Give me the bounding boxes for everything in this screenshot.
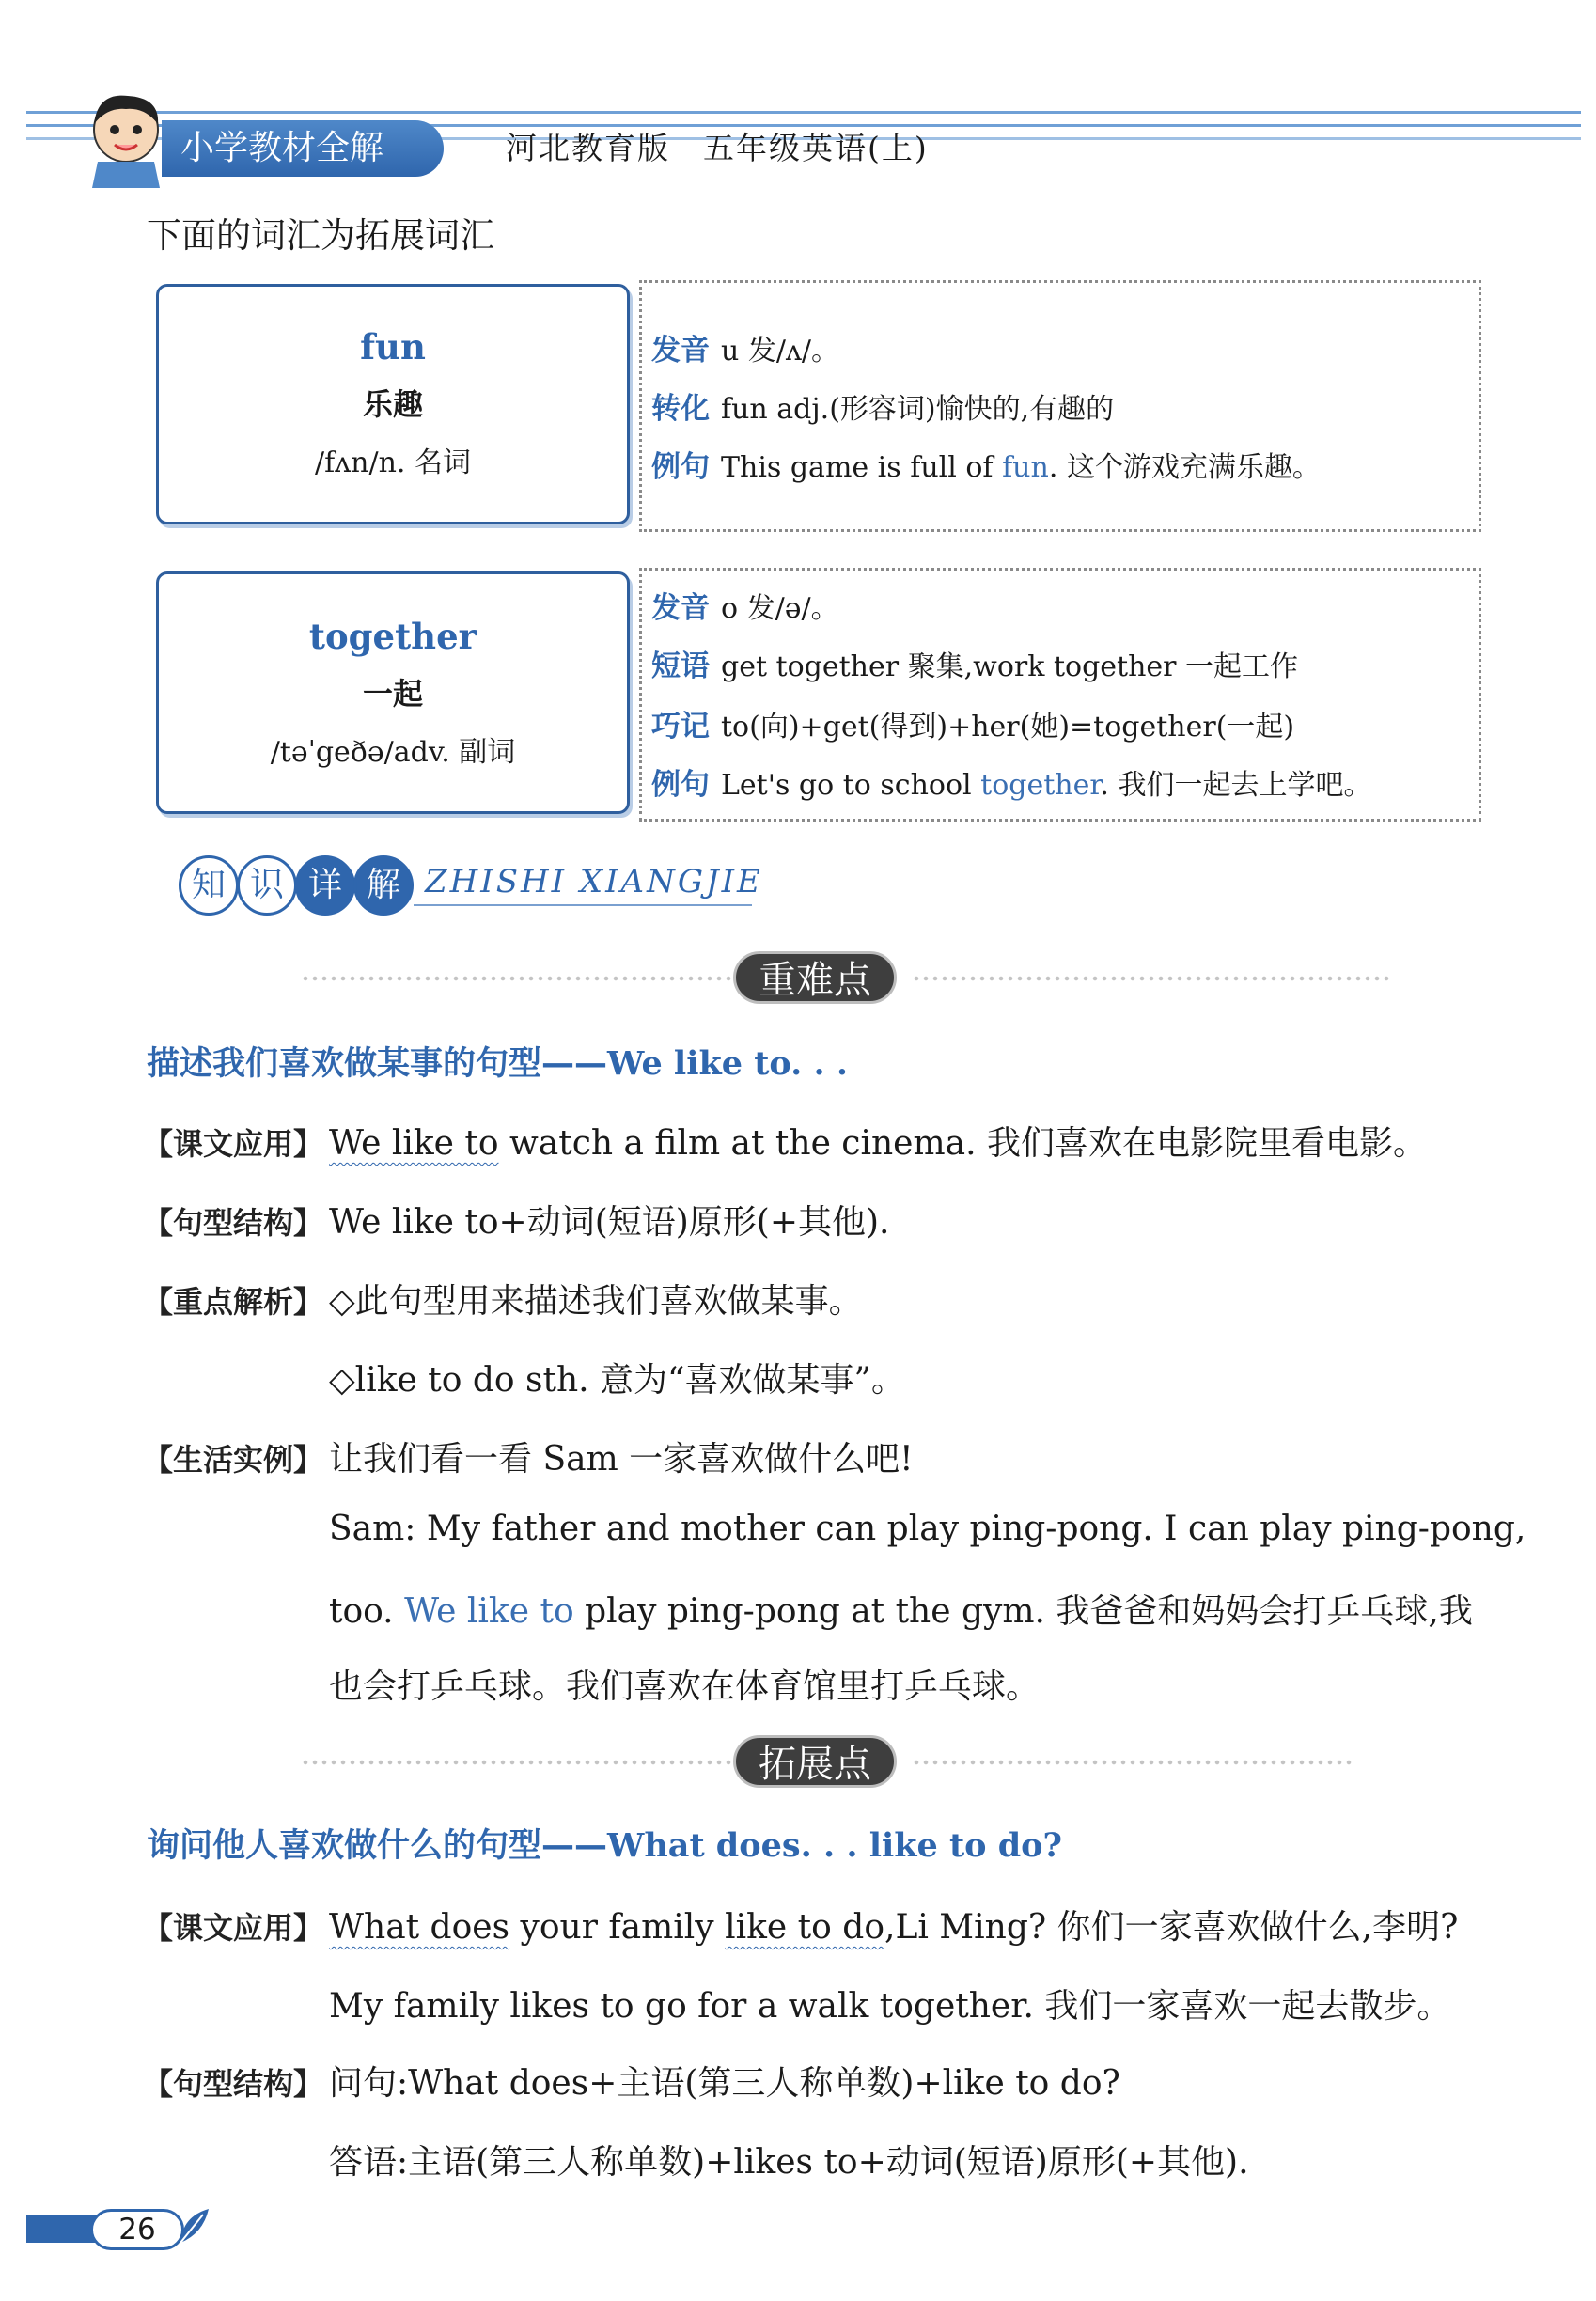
vocab-phonetic: /fʌn/n. 名词 (315, 446, 471, 479)
vocab-phonetic: /təˈgeðə/adv. 副词 (270, 736, 516, 769)
vocab-meaning: 乐趣 (362, 386, 423, 422)
leaf-icon (175, 2205, 212, 2246)
detail-example: 例句 This game is full of fun. 这个游戏充满乐趣。 (651, 450, 1321, 484)
section-char: 解 (353, 855, 414, 916)
key-point-heading: 描述我们喜欢做某事的句型——We like to. . . (147, 1044, 849, 1083)
life-example-line-2: Sam: My father and mother can play ping-pong. I can play ping-pong, (329, 1510, 1526, 1548)
cartoon-boy-icon (70, 86, 182, 190)
structure-answer: 答语:主语(第三人称单数)+likes to+动词(短语)原形(+其他). (329, 2143, 1249, 2182)
intro-text: 下面的词汇为拓展词汇 (147, 215, 494, 256)
edition-label: 河北教育版 五年级英语(上) (506, 130, 929, 166)
series-title-tab (162, 120, 444, 177)
detail-phrase: 短语 get together 聚集,work together 一起工作 (651, 650, 1299, 683)
section-char: 知 (179, 855, 239, 916)
section-underline (414, 904, 752, 906)
badge-row-extend (301, 1735, 1353, 1788)
text-application-answer: My family likes to go for a walk together. 我们一家喜欢一起去散步。 (329, 1987, 1451, 2026)
vocab-detail-together (639, 568, 1481, 822)
series-title: 小学教材全解 (180, 129, 384, 167)
label-life-example: 【生活实例】 (143, 1442, 324, 1478)
label-sentence-structure: 【句型结构】 (143, 1205, 324, 1241)
detail-pronunciation: 发音 u 发/ʌ/。 (651, 334, 840, 368)
footer-bar (26, 2215, 96, 2243)
text-application-sentence: We like to watch a film at the cinema. 我们喜欢在电影院里看电影。 (329, 1124, 1427, 1163)
label-text-application: 【课文应用】 (143, 1126, 324, 1162)
analysis-line-1: ◇此句型用来描述我们喜欢做某事。 (329, 1282, 863, 1321)
life-example-line-1: 让我们看一看 Sam 一家喜欢做什么吧! (329, 1440, 914, 1479)
label-key-analysis: 【重点解析】 (143, 1284, 324, 1320)
vocab-card-fun (156, 284, 630, 524)
section-char: 识 (237, 855, 297, 916)
vocab-detail-fun (639, 280, 1481, 532)
analysis-line-2: ◇like to do sth. 意为“喜欢做某事”。 (329, 1361, 905, 1400)
life-example-line-3: too. We like to play ping-pong at the gym. 我爸爸和妈妈会打乒乓球,我 (329, 1592, 1473, 1631)
label-sentence-structure: 【句型结构】 (143, 2066, 324, 2102)
life-example-line-4: 也会打乒乓球。我们喜欢在体育馆里打乒乓球。 (329, 1667, 1041, 1706)
sentence-structure: We like to+动词(短语)原形(+其他). (329, 1203, 890, 1242)
detail-pronunciation: 发音 o 发/ə/。 (651, 591, 839, 625)
detail-memory-tip: 巧记 to(向)+get(得到)+her(她)=together(一起) (651, 710, 1295, 744)
page-number: 26 (90, 2209, 184, 2250)
structure-question: 问句:What does+主语(第三人称单数)+like to do? (329, 2064, 1120, 2103)
vocab-card-together (156, 571, 630, 814)
section-char: 详 (295, 855, 355, 916)
vocab-word: together (308, 616, 477, 657)
extend-point-badge: 拓展点 (733, 1735, 897, 1788)
extend-point-heading: 询问他人喜欢做什么的句型——What does. . . like to do? (147, 1826, 1063, 1865)
detail-conversion: 转化 fun adj.(形容词)愉快的,有趣的 (651, 392, 1115, 426)
text-application-question: What does your family like to do,Li Ming? 你们一家喜欢做什么,李明? (329, 1908, 1459, 1947)
badge-row-key (301, 951, 1391, 1004)
detail-example: 例句 Let's go to school together. 我们一起去上学吧。 (651, 768, 1372, 802)
section-pinyin: ZHISHI XIANGJIE (425, 863, 763, 900)
vocab-word: fun (360, 326, 426, 368)
key-point-badge: 重难点 (733, 951, 897, 1004)
vocab-meaning: 一起 (362, 676, 423, 712)
label-text-application: 【课文应用】 (143, 1910, 324, 1946)
